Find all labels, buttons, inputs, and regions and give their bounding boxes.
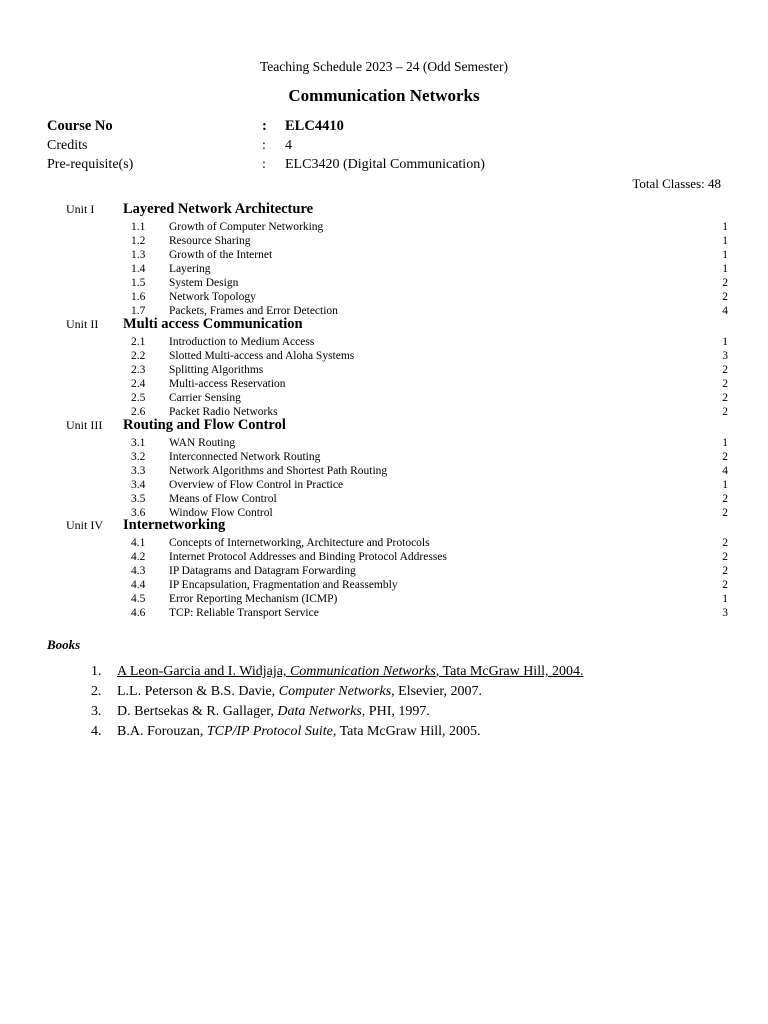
topic-name: IP Encapsulation, Fragmentation and Reassembly — [169, 579, 398, 591]
topic-row — [0, 377, 768, 391]
topic-row — [0, 234, 768, 248]
topic-name: Internet Protocol Addresses and Binding Protocol Addresses — [169, 551, 447, 563]
topic-classes: 2 — [722, 565, 728, 577]
book-title: Computer Networks — [278, 684, 392, 699]
topic-classes: 1 — [722, 263, 728, 275]
book-number: 1. — [91, 664, 102, 679]
topic-classes: 1 — [722, 437, 728, 449]
book-number: 3. — [91, 704, 102, 719]
topic-name: Splitting Algorithms — [169, 364, 264, 376]
topic-number: 1.3 — [131, 249, 146, 261]
unit-title: Multi access Communication — [123, 316, 303, 332]
book-publisher: , Elsevier, 2007. — [391, 684, 482, 699]
topic-row — [0, 248, 768, 262]
book-authors: D. Bertsekas & R. Gallager, — [117, 704, 278, 719]
topic-classes: 1 — [722, 336, 728, 348]
book-publisher: , Tata McGraw Hill, 2005. — [332, 724, 481, 739]
unit-label: Unit II — [66, 317, 99, 331]
topic-classes: 1 — [722, 235, 728, 247]
schedule-heading: Teaching Schedule 2023 – 24 (Odd Semester) — [260, 59, 508, 74]
topic-row — [0, 550, 768, 564]
topic-row — [0, 564, 768, 578]
prereq-value: ELC3420 (Digital Communication) — [285, 157, 485, 172]
book-citation — [117, 724, 481, 740]
topic-name: Concepts of Internetworking, Architecture and Protocols — [169, 537, 430, 549]
topic-row — [0, 478, 768, 492]
topic-classes: 4 — [722, 305, 728, 317]
topic-row — [0, 304, 768, 318]
topic-row — [0, 492, 768, 506]
topic-classes: 2 — [722, 364, 728, 376]
course-no-label: Course No — [47, 118, 113, 134]
topic-row — [0, 405, 768, 419]
topic-name: Slotted Multi-access and Aloha Systems — [169, 350, 355, 362]
topic-number: 3.2 — [131, 451, 146, 463]
topic-name: Resource Sharing — [169, 235, 251, 247]
topic-name: Packets, Frames and Error Detection — [169, 305, 338, 317]
unit-label: Unit IV — [66, 518, 103, 532]
topic-number: 3.4 — [131, 479, 146, 491]
unit-label: Unit III — [66, 418, 103, 432]
book-title: Data Networks — [277, 704, 362, 719]
books-heading: Books — [47, 637, 81, 652]
credits-label: Credits — [47, 138, 88, 153]
topic-classes: 2 — [722, 551, 728, 563]
topic-name: WAN Routing — [169, 437, 236, 449]
topic-number: 4.3 — [131, 565, 146, 577]
book-citation — [117, 704, 430, 720]
topic-classes: 2 — [722, 537, 728, 549]
course-no-separator: : — [262, 118, 267, 134]
book-publisher: , Tata McGraw Hill, 2004. — [435, 664, 584, 679]
book-citation — [117, 664, 583, 680]
topic-row — [0, 391, 768, 405]
book-number: 2. — [91, 684, 102, 699]
topic-number: 1.7 — [131, 305, 146, 317]
topic-name: Network Algorithms and Shortest Path Routing — [169, 465, 388, 477]
topic-classes: 2 — [722, 493, 728, 505]
topic-number: 1.5 — [131, 277, 146, 289]
topic-number: 3.5 — [131, 493, 146, 505]
topic-number: 4.1 — [131, 537, 146, 549]
topic-number: 4.2 — [131, 551, 146, 563]
topic-classes: 2 — [722, 392, 728, 404]
topic-number: 2.2 — [131, 350, 146, 362]
topic-row — [0, 506, 768, 520]
topic-name: Interconnected Network Routing — [169, 451, 321, 463]
topic-number: 3.3 — [131, 465, 146, 477]
topic-number: 3.6 — [131, 507, 146, 519]
topic-number: 4.4 — [131, 579, 146, 591]
book-citation — [117, 684, 482, 700]
topic-name: System Design — [169, 277, 239, 289]
book-authors: B.A. Forouzan, — [117, 724, 207, 739]
course-no-value: ELC4410 — [285, 118, 344, 134]
unit-title: Layered Network Architecture — [123, 201, 314, 217]
topic-name: Layering — [169, 263, 211, 275]
topic-name: Carrier Sensing — [169, 392, 241, 404]
topic-name: Error Reporting Mechanism (ICMP) — [169, 593, 338, 605]
course-title: Communication Networks — [288, 86, 480, 105]
topic-name: Overview of Flow Control in Practice — [169, 479, 344, 491]
unit-label: Unit I — [66, 202, 95, 216]
topic-classes: 1 — [722, 249, 728, 261]
book-title: TCP/IP Protocol Suite — [206, 724, 333, 739]
unit-title: Internetworking — [123, 517, 226, 533]
book-number: 4. — [91, 724, 102, 739]
topic-row — [0, 276, 768, 290]
topic-number: 4.5 — [131, 593, 146, 605]
topic-name: Growth of Computer Networking — [169, 221, 324, 233]
topic-number: 2.5 — [131, 392, 146, 404]
topic-row — [0, 262, 768, 276]
topic-name: Network Topology — [169, 291, 256, 303]
topic-row — [0, 220, 768, 234]
topic-name: TCP: Reliable Transport Service — [169, 607, 319, 619]
book-authors: L.L. Peterson & B.S. Davie, — [117, 684, 279, 699]
topic-name: Multi-access Reservation — [169, 378, 286, 390]
topic-classes: 1 — [722, 479, 728, 491]
topic-number: 1.2 — [131, 235, 146, 247]
topic-classes: 2 — [722, 406, 728, 418]
total-classes: Total Classes: 48 — [632, 176, 721, 191]
book-title: Communication Networks — [289, 664, 436, 679]
topic-number: 1.4 — [131, 263, 146, 275]
topic-classes: 2 — [722, 507, 728, 519]
topic-row — [0, 363, 768, 377]
topic-row — [0, 578, 768, 592]
topic-classes: 1 — [722, 593, 728, 605]
credits-value: 4 — [285, 138, 292, 153]
topic-name: Means of Flow Control — [169, 493, 277, 505]
topic-classes: 2 — [722, 579, 728, 591]
topic-classes: 2 — [722, 291, 728, 303]
topic-classes: 2 — [722, 378, 728, 390]
topic-name: Growth of the Internet — [169, 249, 273, 261]
topic-name: Introduction to Medium Access — [169, 336, 315, 348]
topic-row — [0, 536, 768, 550]
topic-classes: 3 — [722, 607, 728, 619]
topic-number: 2.1 — [131, 336, 146, 348]
topic-name: Window Flow Control — [169, 507, 273, 519]
credits-separator: : — [262, 138, 266, 153]
topic-row — [0, 436, 768, 450]
topic-row — [0, 592, 768, 606]
topic-row — [0, 335, 768, 349]
topic-row — [0, 450, 768, 464]
topic-number: 4.6 — [131, 607, 146, 619]
topic-classes: 3 — [722, 350, 728, 362]
prereq-separator: : — [262, 157, 266, 172]
topic-row — [0, 464, 768, 478]
topic-name: IP Datagrams and Datagram Forwarding — [169, 565, 356, 577]
topic-classes: 2 — [722, 451, 728, 463]
prereq-label: Pre-requisite(s) — [47, 157, 134, 172]
book-authors: A Leon-Garcia and I. Widjaja, — [117, 664, 290, 679]
topic-row — [0, 290, 768, 304]
book-publisher: , PHI, 1997. — [361, 704, 430, 719]
topic-number: 3.1 — [131, 437, 146, 449]
topic-number: 1.6 — [131, 291, 146, 303]
topic-number: 2.3 — [131, 364, 146, 376]
topic-number: 2.4 — [131, 378, 146, 390]
topic-classes: 2 — [722, 277, 728, 289]
topic-number: 2.6 — [131, 406, 146, 418]
unit-title: Routing and Flow Control — [123, 417, 286, 433]
topic-number: 1.1 — [131, 221, 146, 233]
topic-name: Packet Radio Networks — [169, 406, 278, 418]
topic-row — [0, 606, 768, 620]
topic-row — [0, 349, 768, 363]
topic-classes: 1 — [722, 221, 728, 233]
topic-classes: 4 — [722, 465, 728, 477]
